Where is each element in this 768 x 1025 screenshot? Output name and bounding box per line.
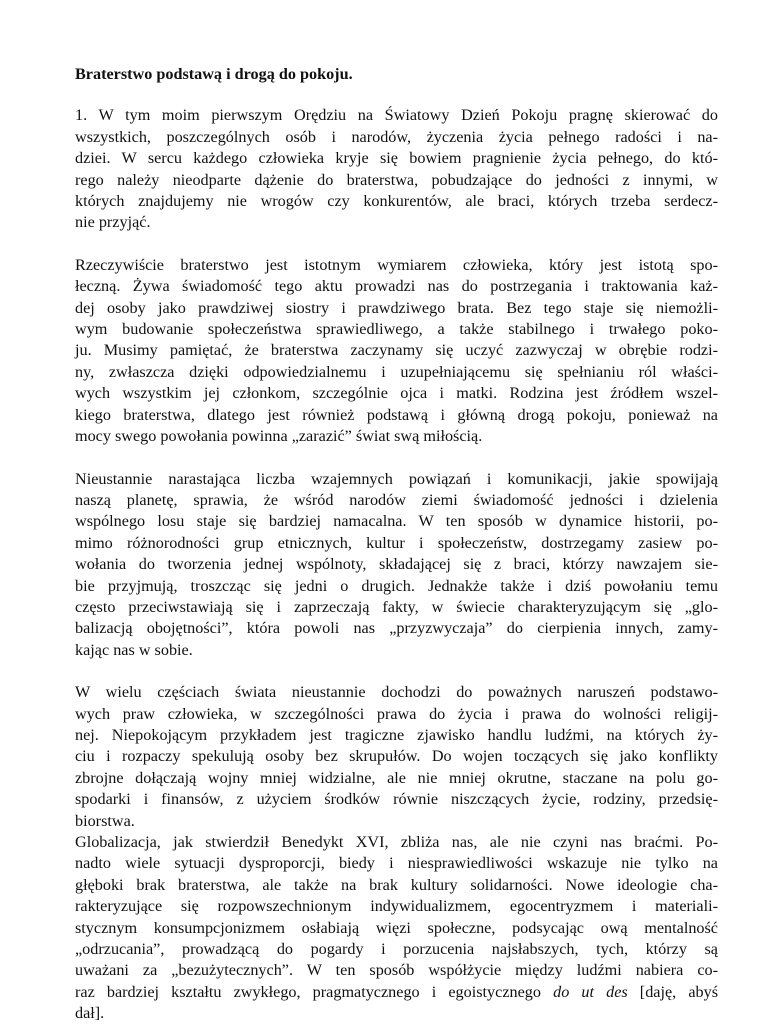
text-line: rakteryzujące się rozpowszechnionym indywidualizmem, egocentryzmem i materiali- bbox=[75, 897, 718, 916]
text-line: „odrzucania”, prowadzącą do pogardy i porzucenia najsłabszych, tych, którzy są bbox=[75, 940, 718, 959]
text-line: ju. Musimy pamiętać, że braterstwa zaczynamy się uczyć zazwyczaj w obrębie rodzi- bbox=[75, 341, 718, 360]
text-line: bie przyjmują, troszcząc się jedni o drugich. Jednakże także i dziś powołaniu temu bbox=[75, 576, 718, 595]
text-line: często przeciwstawiają się i zaprzeczają fakty, w świecie charakteryzującym się „glo- bbox=[75, 597, 718, 616]
text-line: dej osoby jako prawdziwej siostry i prawdziwego brata. Bez tego staje się niemożli- bbox=[75, 298, 718, 317]
text-line: balizacją obojętności”, która powoli nas „przyzwyczaja” do cierpienia innych, zamy- bbox=[75, 619, 718, 638]
text-line: nie przyjąć. bbox=[75, 213, 151, 232]
text-line: uważani za „bezużytecznych”. W ten sposób współżycie między ludźmi nabiera co- bbox=[75, 961, 718, 980]
document-title: Braterstwo podstawą i drogą do pokoju. bbox=[75, 65, 353, 83]
text-line: kiego braterstwa, dlatego jest również podstawą i główną drogą pokoju, ponieważ na bbox=[75, 405, 718, 424]
text-line: kając nas w sobie. bbox=[75, 640, 193, 659]
text-line: 1. W tym moim pierwszym Orędziu na Światowy Dzień Pokoju pragnę skierować do bbox=[75, 106, 718, 125]
text-line: wszystkich, poszczególnych osób i narodów, życzenia życia pełnego radości i na- bbox=[75, 127, 718, 146]
text-line: W wielu częściach świata nieustannie dochodzi do poważnych naruszeń podstawo- bbox=[75, 683, 718, 702]
text-line: Rzeczywiście braterstwo jest istotnym wymiarem człowieka, który jest istotą spo- bbox=[75, 255, 718, 274]
paragraph-1 bbox=[75, 105, 718, 233]
text-segment: [daję, abyś bbox=[627, 982, 718, 1001]
text-line: wołania do tworzenia jednej wspólnoty, składającej się z braci, którzy nawzajem sie- bbox=[75, 555, 718, 574]
text-line: których znajdujemy nie wrogów czy konkurentów, ale braci, których trzeba serdecz- bbox=[75, 192, 718, 211]
text-line: Globalizacja, jak stwierdził Benedykt XVI, zbliża nas, ale nie czyni nas braćmi. Po- bbox=[75, 833, 718, 851]
text-line: ciu i rozpaczy spekulują osoby bez skrupułów. Do wojen toczących się jako konflikty bbox=[75, 747, 718, 766]
text-line: dał]. bbox=[75, 1004, 105, 1023]
text-line: łeczną. Żywa świadomość tego aktu prowadzi nas do postrzegania i traktowania każ- bbox=[75, 277, 718, 296]
paragraph-5 bbox=[75, 832, 718, 1025]
text-line: naszą planetę, sprawia, że wśród narodów ziemi świadomość jedności i dzielenia bbox=[75, 490, 718, 509]
text-line: stycznym konsumpcjonizmem osłabiają więzi społeczne, podsycając ową mentalność bbox=[75, 918, 718, 937]
latin-phrase: do ut des bbox=[553, 982, 628, 1001]
text-line: Nieustannie narastająca liczba wzajemnych powiązań i komunikacji, jakie spowijają bbox=[75, 469, 718, 488]
text-line: mimo różnorodności grup etnicznych, kultur i społeczeństw, dostrzegamy zasiew po- bbox=[75, 533, 718, 552]
paragraph-3 bbox=[75, 469, 718, 662]
text-line: wych wszystkim jej członkom, szczególnie ojca i matki. Rodzina jest źródłem wszel- bbox=[75, 384, 718, 403]
text-line: biorstwa. bbox=[75, 811, 135, 830]
text-line-mixed bbox=[75, 982, 718, 1003]
text-segment: raz bardziej kształtu zwykłego, pragmatycznego i egoistycznego bbox=[75, 982, 554, 1001]
text-line: dziei. W sercu każdego człowieka kryje się bowiem pragnienie życia pełnego, do któ- bbox=[75, 149, 718, 168]
text-line: głęboki brak braterstwa, ale także na brak kultury solidarności. Nowe ideologie cha- bbox=[75, 875, 718, 894]
text-line: wym budowanie społeczeństwa sprawiedliwego, a także stabilnego i trwałego poko- bbox=[75, 320, 718, 339]
paragraph-2 bbox=[75, 255, 718, 448]
text-line: mocy swego powołania powinna „zarazić” świat swą miłością. bbox=[75, 427, 483, 446]
text-line: nej. Niepokojącym przykładem jest tragiczne zjawisko handlu ludźmi, na których ży- bbox=[75, 725, 718, 744]
text-line: nadto wiele sytuacji dysproporcji, biedy i niesprawiedliwości wskazuje nie tylko na bbox=[75, 854, 718, 873]
text-line: rego należy nieodparte dążenie do braterstwa, pobudzające do jedności z innymi, w bbox=[75, 170, 718, 189]
text-line: zbrojne dołączają wojny mniej widzialne, ale nie mniej okrutne, staczane na polu go- bbox=[75, 768, 718, 787]
paragraph-4 bbox=[75, 682, 718, 832]
text-line: ny, zwłaszcza dzięki odpowiedzialnemu i uzupełniającemu się spełnianiu ról właści- bbox=[75, 362, 718, 381]
text-line: wych praw człowieka, w szczególności prawa do życia i prawa do wolności religij- bbox=[75, 704, 718, 723]
text-line: wspólnego losu staje się bardziej namacalna. W ten sposób w dynamice historii, po- bbox=[75, 512, 718, 531]
text-line: spodarki i finansów, z użyciem środków równie niszczących życie, rodziny, przedsię- bbox=[75, 790, 718, 809]
